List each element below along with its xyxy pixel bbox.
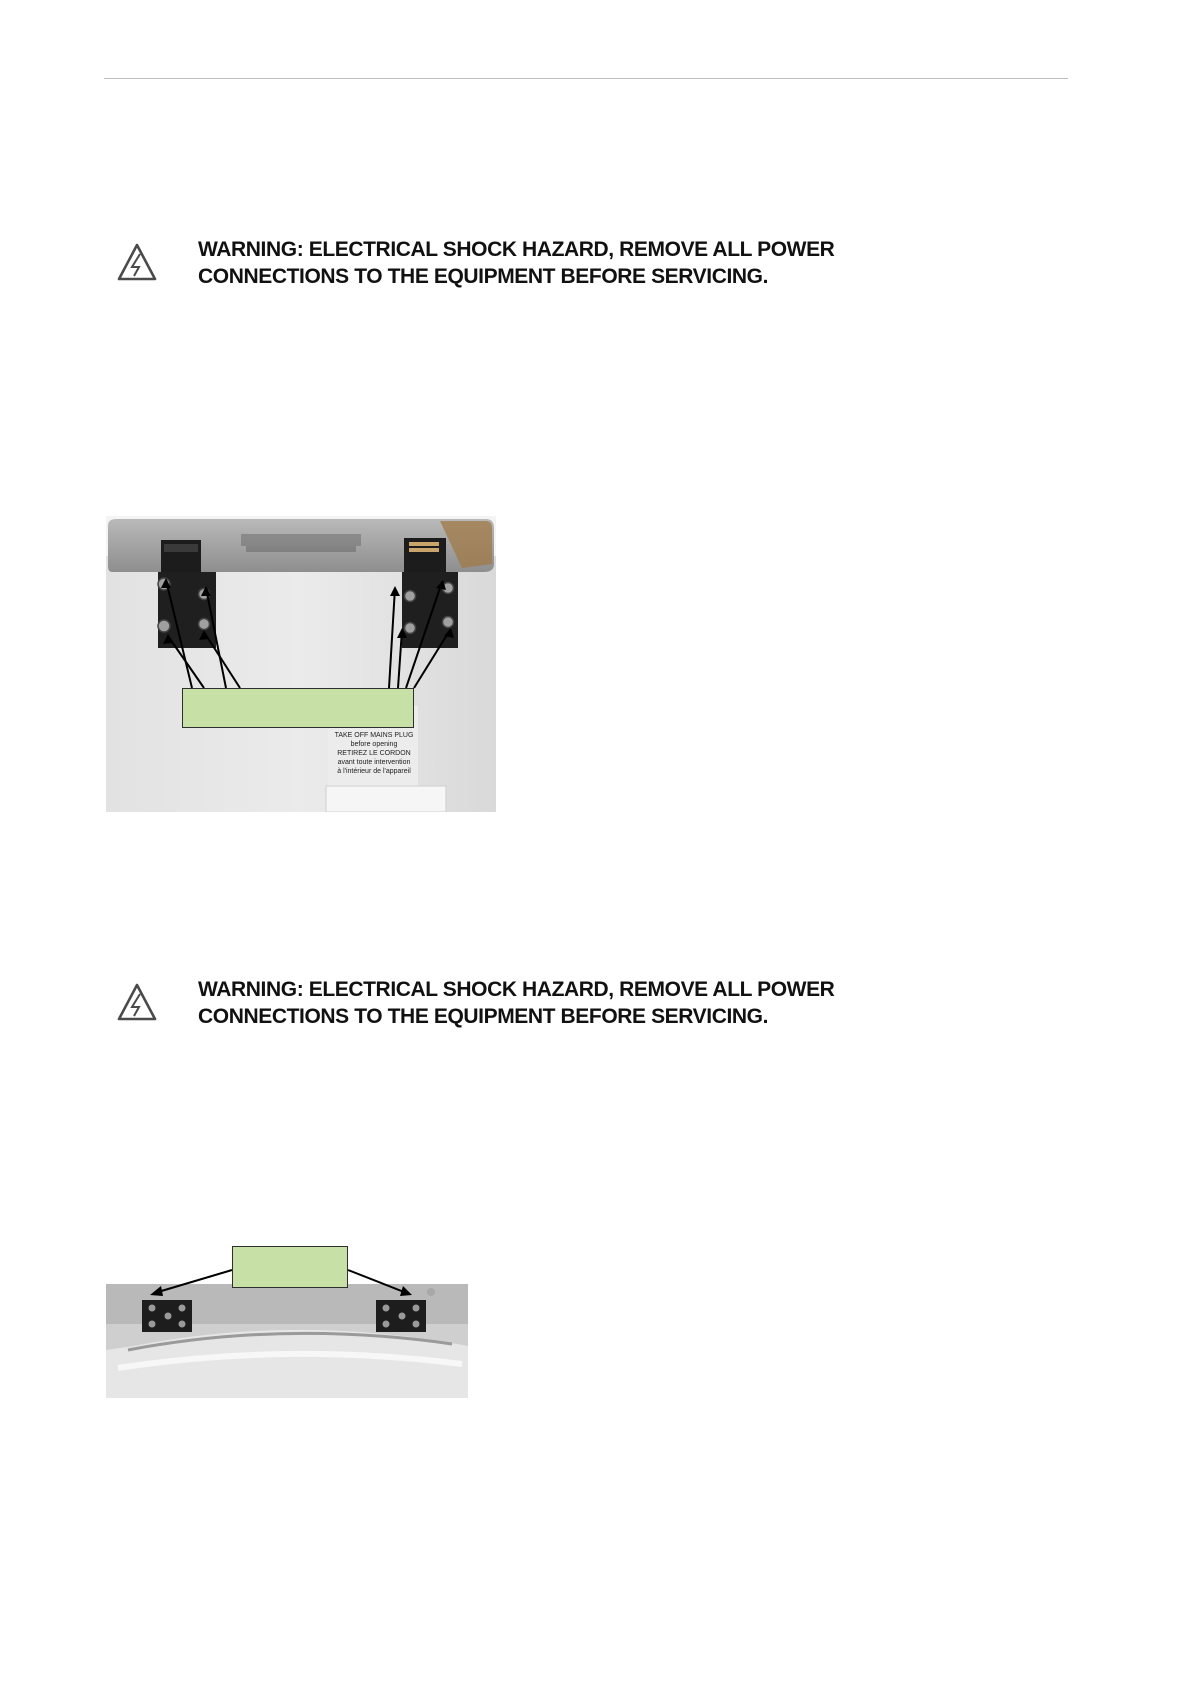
- device-label-line: à l'intérieur de l'appareil: [337, 768, 411, 775]
- warning-text: [198, 976, 834, 1030]
- device-label-line: RETIREZ LE CORDON: [337, 750, 411, 757]
- hinges-callout-box: [232, 1246, 348, 1288]
- warning-line-2: CONNECTIONS TO THE EQUIPMENT BEFORE SERVICING.: [198, 265, 769, 288]
- device-label-line: avant toute intervention: [337, 759, 411, 766]
- header-rule: [104, 78, 1068, 79]
- warning-line-1: WARNING: ELECTRICAL SHOCK HAZARD, REMOVE ALL POWER: [198, 238, 835, 261]
- device-label-line: TAKE OFF MAINS PLUG: [334, 732, 414, 739]
- warning-line-1: WARNING: ELECTRICAL SHOCK HAZARD, REMOVE ALL POWER: [198, 978, 835, 1001]
- figure-lid-hinges: [106, 516, 496, 812]
- screws-callout-box: [182, 688, 414, 728]
- warning-block: [116, 976, 936, 1040]
- device-warning-label: [326, 722, 422, 776]
- warning-text: [198, 236, 834, 290]
- figure-lower-hinges: [106, 1246, 468, 1398]
- electrical-hazard-icon: [116, 242, 158, 282]
- electrical-hazard-icon: [116, 982, 158, 1022]
- device-label-line: before opening: [350, 741, 398, 748]
- warning-line-2: CONNECTIONS TO THE EQUIPMENT BEFORE SERVICING.: [198, 1005, 769, 1028]
- lid-hinges-illustration: [106, 516, 496, 812]
- warning-block: [116, 236, 936, 300]
